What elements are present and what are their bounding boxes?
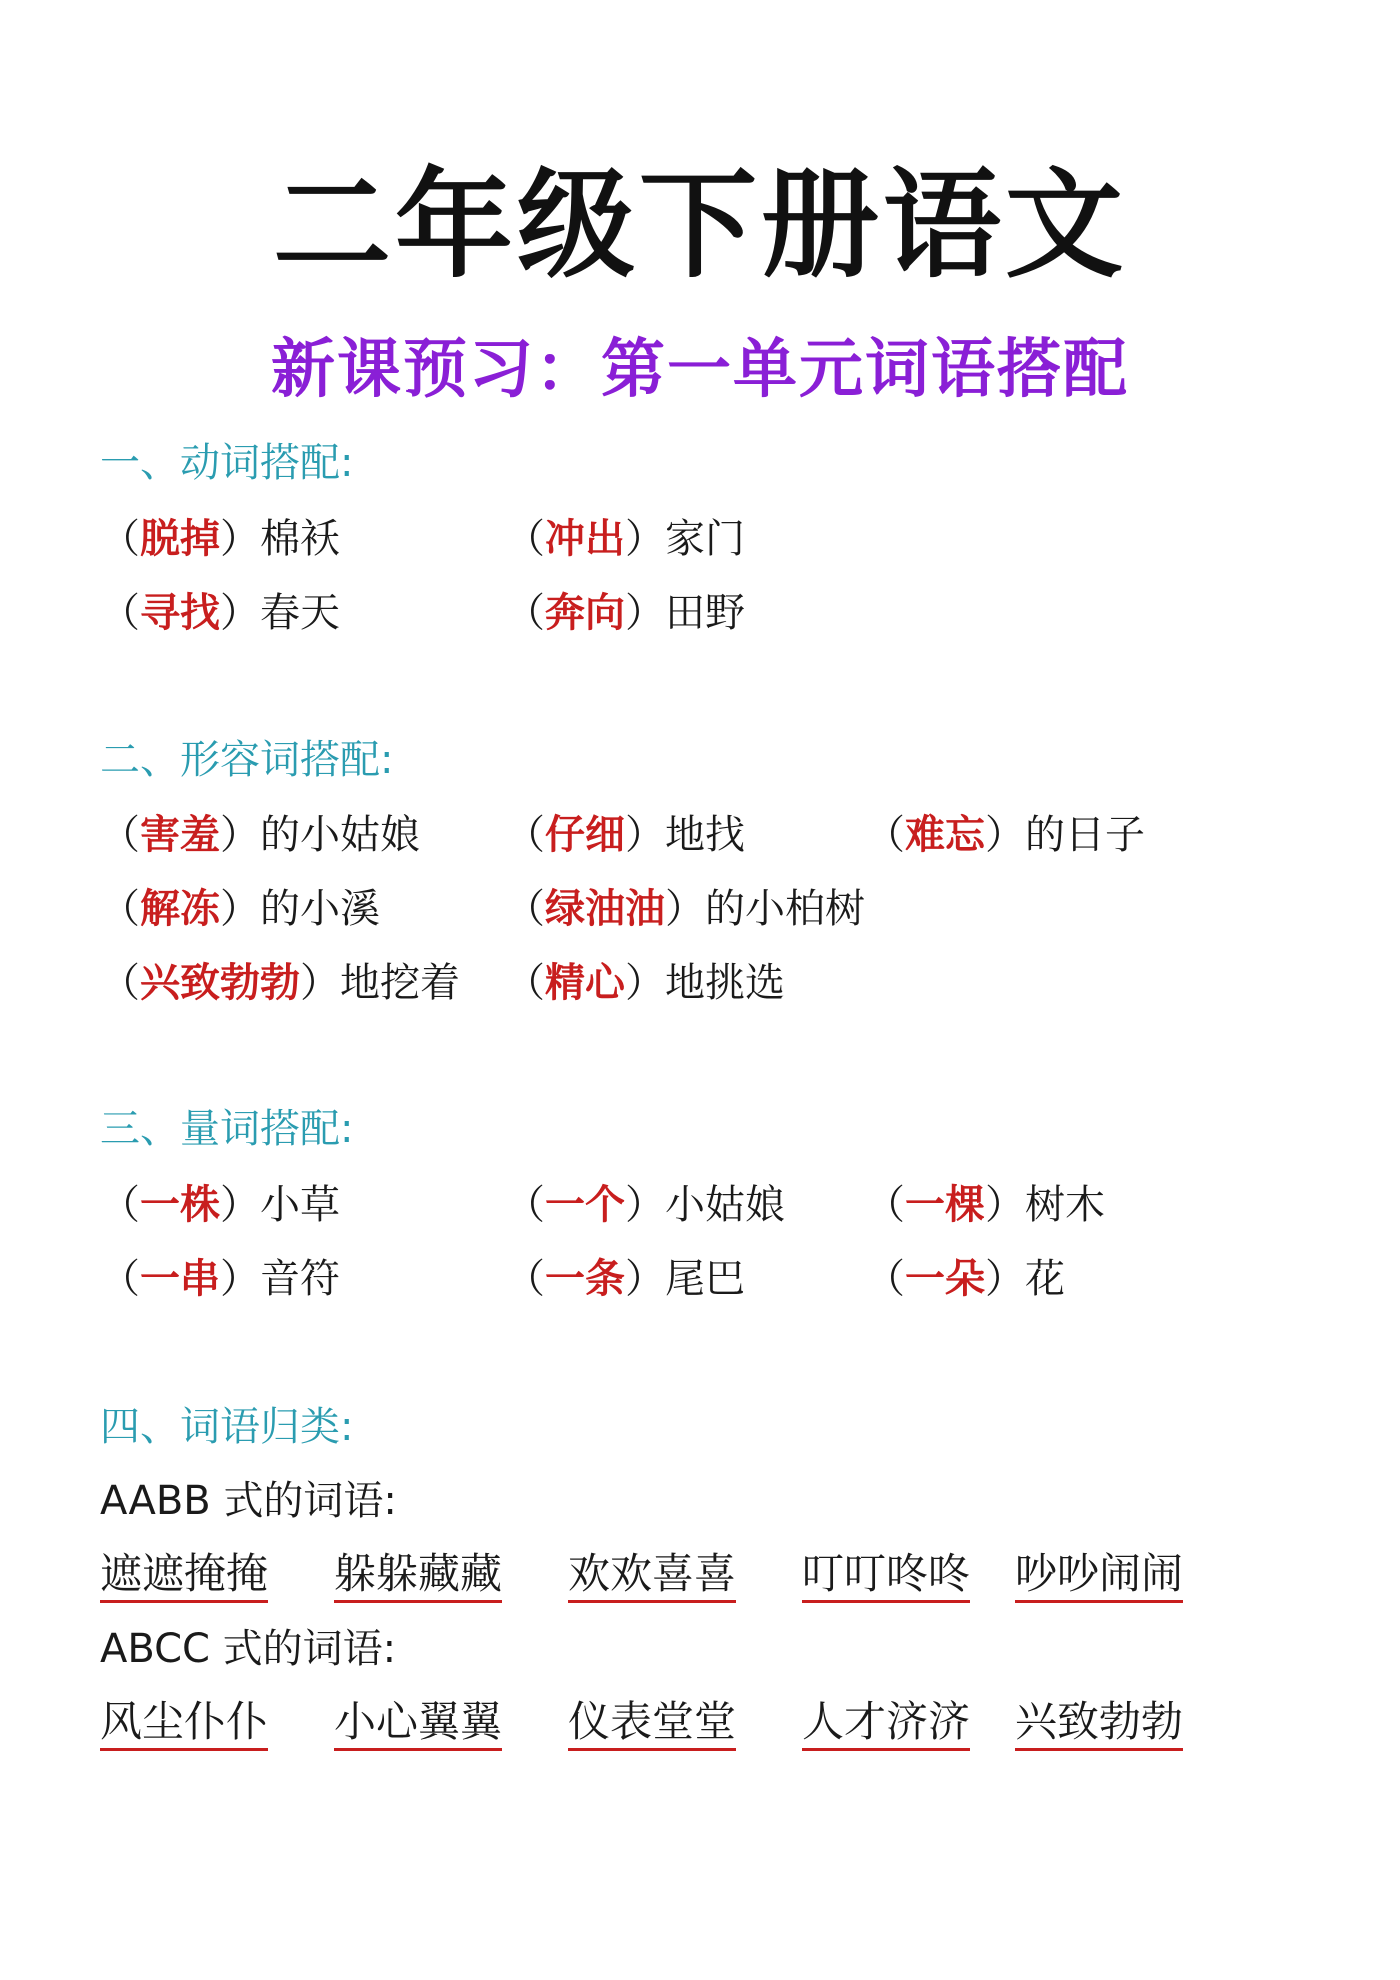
answer-text: 一串 <box>140 1256 220 1302</box>
answer-text: 仔细 <box>545 812 625 858</box>
word-text: 的小溪 <box>260 886 380 932</box>
aabb-word: 躲躲藏藏 <box>334 1548 502 1603</box>
abcc-word: 人才济济 <box>802 1696 970 1751</box>
adjective-pair: （解冻）的小溪 <box>100 886 380 932</box>
answer-text: 兴致勃勃 <box>140 960 300 1006</box>
verb-pair: （冲出）家门 <box>505 516 745 562</box>
adjective-pair: （兴致勃勃）地挖着 <box>100 960 460 1006</box>
abcc-word: 兴致勃勃 <box>1015 1696 1183 1751</box>
answer-text: 精心 <box>545 960 625 1006</box>
answer-text: 冲出 <box>545 516 625 562</box>
abcc-label: ABCC 式的词语: <box>100 1626 397 1672</box>
abcc-word: 小心翼翼 <box>334 1696 502 1751</box>
abcc-word-row <box>100 1696 1300 1756</box>
verb-row-1 <box>100 512 1300 566</box>
section-heading-adjectives: 二、形容词搭配: <box>100 737 394 783</box>
answer-text: 脱掉 <box>140 516 220 562</box>
answer-text: 一条 <box>545 1256 625 1302</box>
answer-text: 一棵 <box>905 1182 985 1228</box>
word-text: 春天 <box>260 590 340 636</box>
verb-pair: （寻找）春天 <box>100 590 340 636</box>
adjective-pair: （难忘）的日子 <box>865 812 1145 858</box>
measure-row-1 <box>100 1178 1300 1232</box>
measure-pair: （一个）小姑娘 <box>505 1182 785 1228</box>
abcc-word: 仪表堂堂 <box>568 1696 736 1751</box>
aabb-word-row <box>100 1548 1300 1608</box>
measure-pair: （一朵）花 <box>865 1256 1065 1302</box>
word-text: 家门 <box>665 516 745 562</box>
answer-text: 害羞 <box>140 812 220 858</box>
word-text: 地找 <box>665 812 745 858</box>
word-text: 田野 <box>665 590 745 636</box>
answer-text: 一个 <box>545 1182 625 1228</box>
measure-pair: （一棵）树木 <box>865 1182 1105 1228</box>
adjective-pair: （害羞）的小姑娘 <box>100 812 420 858</box>
word-text: 地挖着 <box>340 960 460 1006</box>
word-text: 树木 <box>1025 1182 1105 1228</box>
word-text: 地挑选 <box>665 960 785 1006</box>
word-text: 音符 <box>260 1256 340 1302</box>
aabb-word: 吵吵闹闹 <box>1015 1548 1183 1603</box>
adjective-pair: （仔细）地找 <box>505 812 745 858</box>
word-text: 小草 <box>260 1182 340 1228</box>
adjective-pair: （绿油油）的小柏树 <box>505 886 865 932</box>
answer-text: 一株 <box>140 1182 220 1228</box>
verb-pair: （奔向）田野 <box>505 590 745 636</box>
word-text: 花 <box>1025 1256 1065 1302</box>
measure-row-2 <box>100 1252 1300 1306</box>
verb-row-2 <box>100 586 1300 640</box>
word-text: 的日子 <box>1025 812 1145 858</box>
word-text: 小姑娘 <box>665 1182 785 1228</box>
answer-text: 一朵 <box>905 1256 985 1302</box>
word-text: 尾巴 <box>665 1256 745 1302</box>
section-heading-classification: 四、词语归类: <box>100 1404 354 1450</box>
adjective-row-2 <box>100 882 1300 936</box>
measure-pair: （一株）小草 <box>100 1182 340 1228</box>
word-text: 棉袄 <box>260 516 340 562</box>
aabb-label: AABB 式的词语: <box>100 1478 397 1524</box>
answer-text: 奔向 <box>545 590 625 636</box>
verb-pair: （脱掉）棉袄 <box>100 516 340 562</box>
answer-text: 解冻 <box>140 886 220 932</box>
measure-pair: （一串）音符 <box>100 1256 340 1302</box>
page-title: 二年级下册语文 <box>272 156 1127 294</box>
page-subtitle: 新课预习：第一单元词语搭配 <box>271 333 1129 407</box>
aabb-word: 遮遮掩掩 <box>100 1548 268 1603</box>
section-heading-verbs: 一、动词搭配: <box>100 440 354 486</box>
answer-text: 绿油油 <box>545 886 665 932</box>
answer-text: 难忘 <box>905 812 985 858</box>
answer-text: 寻找 <box>140 590 220 636</box>
aabb-word: 欢欢喜喜 <box>568 1548 736 1603</box>
aabb-word: 叮叮咚咚 <box>802 1548 970 1603</box>
adjective-row-3 <box>100 956 1300 1010</box>
section-heading-measure-words: 三、量词搭配: <box>100 1106 354 1152</box>
word-text: 的小姑娘 <box>260 812 420 858</box>
abcc-word: 风尘仆仆 <box>100 1696 268 1751</box>
measure-pair: （一条）尾巴 <box>505 1256 745 1302</box>
adjective-row-1 <box>100 808 1300 862</box>
adjective-pair: （精心）地挑选 <box>505 960 785 1006</box>
word-text: 的小柏树 <box>705 886 865 932</box>
